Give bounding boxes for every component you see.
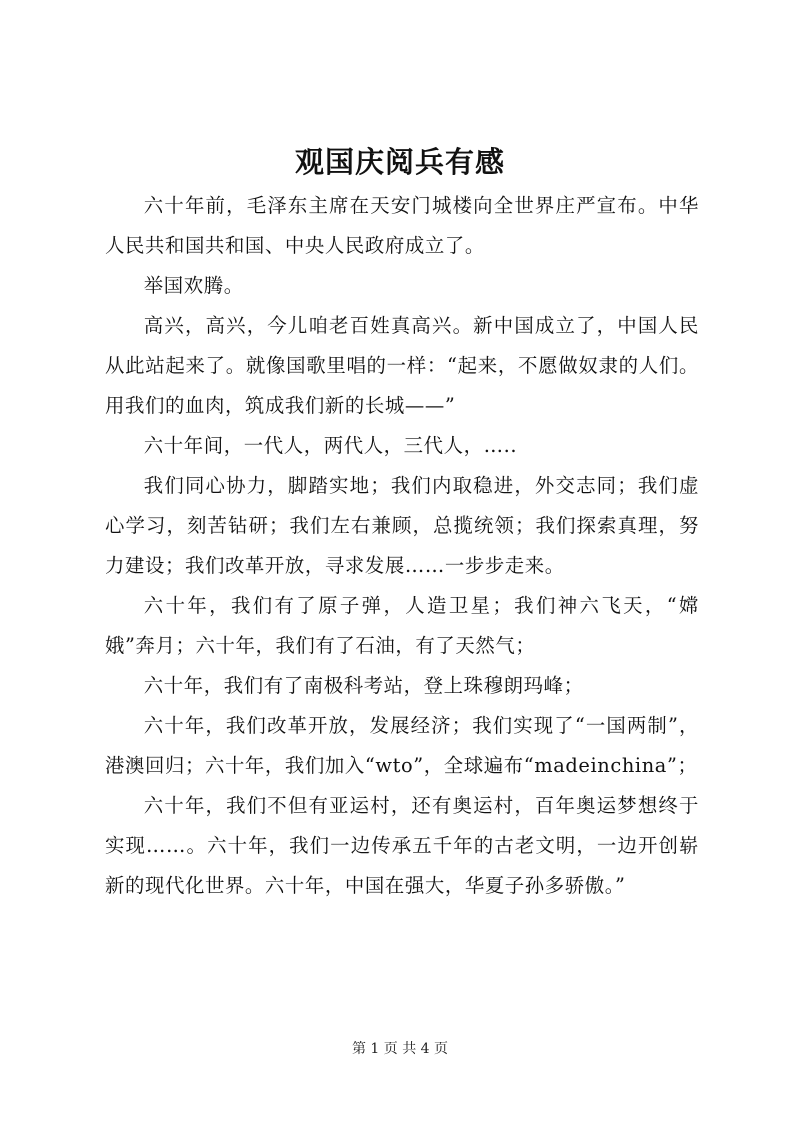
paragraph-8: 六十年，我们改革开放，发展经济；我们实现了“一国两制”，港澳回归；六十年，我们加入“wto”，全球遍布“madeinchina”； — [105, 714, 699, 777]
paragraph-5: 我们同心协力，脚踏实地；我们内取稳进，外交志同；我们虚心学习，刻苦钻研；我们左右兼顾，总揽统领；我们探索真理，努力建设；我们改革开放，寻求发展……一步步走来。 — [105, 474, 699, 577]
document-title: 观国庆阅兵有感 — [294, 145, 505, 179]
page-footer: 第 1 页 共 4 页 — [351, 1041, 449, 1057]
paragraph-3: 高兴，高兴，今儿咱老百姓真高兴。新中国成立了，中国人民从此站起来了。就像国歌里唱的一样：“起来，不愿做奴隶的人们。用我们的血肉，筑成我们新的长城——” — [105, 314, 699, 417]
paragraph-7: 六十年，我们有了南极科考站，登上珠穆朗玛峰； — [143, 674, 584, 697]
paragraph-2: 举国欢腾。 — [143, 274, 244, 297]
paragraph-9: 六十年，我们不但有亚运村，还有奥运村，百年奥运梦想终于实现……。六十年，我们一边传承五千年的古老文明，一边开创崭新的现代化世界。六十年，中国在强大，华夏子孙多骄傲。” — [105, 794, 699, 897]
document-body — [105, 186, 699, 906]
paragraph-4: 六十年间，一代人，两代人，三代人，….. — [143, 434, 518, 457]
paragraph-1: 六十年前，毛泽东主席在天安门城楼向全世界庄严宣布。中华人民共和国共和国、中央人民政府成立了。 — [105, 194, 699, 257]
paragraph-6: 六十年，我们有了原子弹，人造卫星；我们神六飞天，“嫦娥”奔月；六十年，我们有了石油，有了天然气； — [105, 594, 699, 657]
